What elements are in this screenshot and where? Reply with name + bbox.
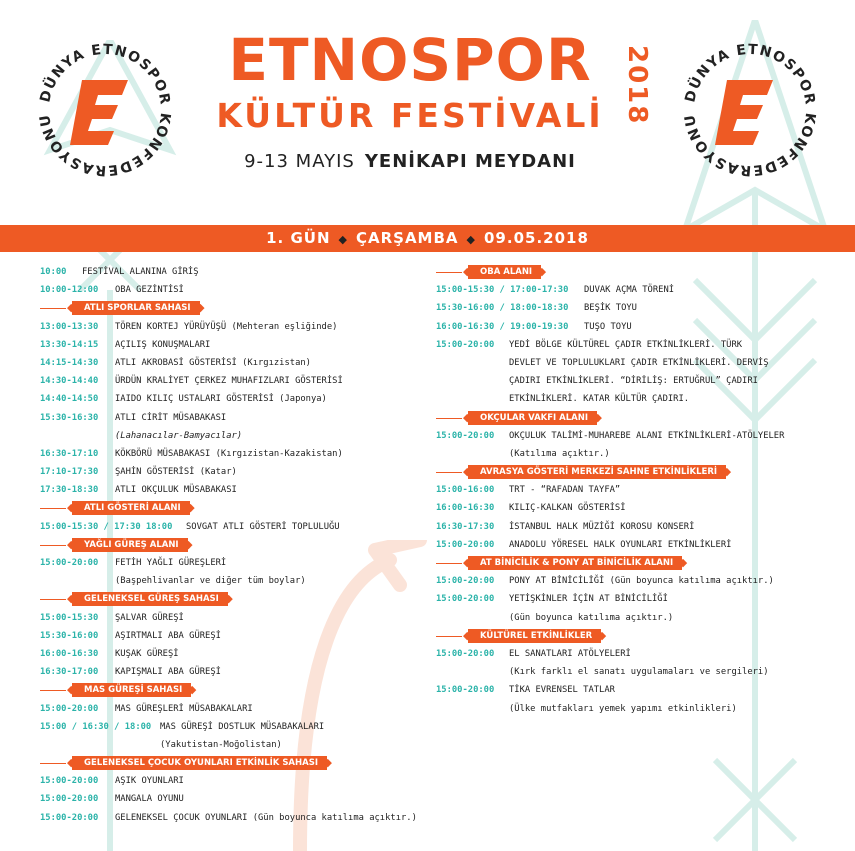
schedule-row: 15:00-15:30 ŞALVAR GÜREŞİ <box>40 612 184 623</box>
section-header: ◆ OBA ALANI ◆ <box>436 263 846 281</box>
schedule-row: 15:00-20:00 MANGALA OYUNU <box>40 794 184 805</box>
section-header: ◆ ATLI SPORLAR SAHASI ◆ <box>40 299 420 317</box>
title-etnospor: ETNOSPOR <box>228 26 592 94</box>
schedule-row: 14:40-14:50 IAIDO KILIÇ USTALARI GÖSTERİSİ (Japonya) <box>40 394 327 405</box>
schedule-left-column <box>40 263 420 827</box>
schedule-note: (Başpehlivanlar ve diğer tüm boylar) <box>115 576 306 587</box>
svg-text:DÜNYA ETNOSPOR KONFEDERASYONU <box>682 42 818 178</box>
schedule-row: 16:30-17:00 KAPIŞMALI ABA GÜREŞİ <box>40 667 221 678</box>
schedule-row: 15:00-20:00 YETİŞKİNLER İÇİN AT BİNİCİLİĞİ <box>436 594 668 605</box>
schedule-row: 15:00-20:00 GELENEKSEL ÇOCUK OYUNLARI (Gün boyunca katılıma açıktır.) <box>40 812 417 823</box>
schedule-note: (Ülke mutfakları yemek yapımı etkinlikleri) <box>509 703 737 714</box>
schedule-row: 16:00-16:30 KILIÇ-KALKAN GÖSTERİSİ <box>436 503 626 514</box>
schedule-row: 15:00-20:00 OKÇULUK TALİMİ-MUHAREBE ALANI ETKİNLİKLERİ-ATÖLYELER <box>436 430 785 441</box>
schedule-note: (Lahanacılar-Bamyacılar) <box>115 430 243 441</box>
section-header: ◆ GELENEKSEL GÜREŞ SAHASI ◆ <box>40 590 420 608</box>
schedule-note: (Gün boyunca katılıma açıktır.) <box>509 612 674 623</box>
schedule-row: 14:30-14:40 ÜRDÜN KRALİYET ÇERKEZ MUHAFIZLARI GÖSTERİSİ <box>40 376 343 387</box>
schedule-row: 14:15-14:30 ATLI AKROBASİ GÖSTERİSİ (Kırgızistan) <box>40 357 311 368</box>
logo-right <box>675 35 825 185</box>
svg-text:DÜNYA ETNOSPOR KONFEDERASYONU <box>37 42 173 178</box>
section-header: ◆ OKÇULAR VAKFI ALANI ◆ <box>436 409 846 427</box>
schedule-row: 15:30-16:00 AŞIRTMALI ABA GÜREŞİ <box>40 630 221 641</box>
schedule-note: ETKİNLİKLERİ. KATAR KÜLTÜR ÇADIRI. <box>509 394 690 405</box>
schedule-row: 17:10-17:30 ŞAHİN GÖSTERİSİ (Katar) <box>40 467 237 478</box>
section-header: ◆ YAĞLI GÜREŞ ALANI ◆ <box>40 536 420 554</box>
section-header: ◆ MAS GÜREŞİ SAHASI ◆ <box>40 681 420 699</box>
day-number: 1. GÜN <box>266 229 331 247</box>
schedule-row: 10:00-12:00 OBA GEZİNTİSİ <box>40 285 184 296</box>
schedule-row: 15:30-16:30 ATLI CİRİT MÜSABAKASI <box>40 412 227 423</box>
section-header: ◆ AT BİNİCİLİK & PONY AT BİNİCİLİK ALANI ◆ <box>436 554 846 572</box>
schedule-row: 15:00-20:00 MAS GÜREŞLERİ MÜSABAKALARI <box>40 703 253 714</box>
schedule-row: 13:00-13:30 TÖREN KORTEJ YÜRÜYÜŞÜ (Mehteran eşliğinde) <box>40 321 338 332</box>
schedule-row: 15:00-20:00 YEDİ BÖLGE KÜLTÜREL ÇADIR ETKİNLİKLERİ. TÜRK <box>436 339 743 350</box>
schedule-row: 15:00-20:00 ANADOLU YÖRESEL HALK OYUNLARI ETKİNLİKLERİ <box>436 539 732 550</box>
schedule-note: (Kırk farklı el sanatı uygulamaları ve sergileri) <box>509 667 769 678</box>
schedule-row: 13:30-14:15 AÇILIŞ KONUŞMALARI <box>40 339 211 350</box>
schedule-row: 15:30-16:00 / 18:00-18:30 BEŞİK TOYU <box>436 303 637 314</box>
schedule-row: 16:00-16:30 / 19:00-19:30 TUŞO TOYU <box>436 321 632 332</box>
diamond-icon: ◆ <box>466 233 476 246</box>
schedule-row: 15:00-15:30 / 17:30 18:00 SOVGAT ATLI GÖSTERİ TOPLULUĞU <box>40 521 340 532</box>
schedule-row: 15:00-20:00 TİKA EVRENSEL TATLAR <box>436 685 615 696</box>
schedule-row: 16:00-16:30 KUŞAK GÜREŞİ <box>40 648 179 659</box>
schedule-row: 16:30-17:10 KÖKBÖRÜ MÜSABAKASI (Kırgızistan-Kazakistan) <box>40 448 343 459</box>
day-weekday: ÇARŞAMBA <box>355 229 459 247</box>
day-date: 09.05.2018 <box>484 229 589 247</box>
schedule-right-column <box>436 263 846 718</box>
festival-dates: 9-13 MAYIS <box>244 151 355 172</box>
schedule-row: 15:00-15:30 / 17:00-17:30 DUVAK AÇMA TÖRENİ <box>436 285 675 296</box>
subtitle <box>200 150 620 174</box>
schedule-row: 15:00 / 16:30 / 18:00 MAS GÜREŞİ DOSTLUK MÜSABAKALARI <box>40 721 325 732</box>
schedule-note: ÇADIRI ETKİNLİKLERİ. “DİRİLİŞ: ERTUĞRUL” ÇADIRI <box>509 376 758 387</box>
schedule-note: (Katılıma açıktır.) <box>509 448 610 459</box>
title-kultur-festivali: KÜLTÜR FESTİVALİ <box>216 96 604 135</box>
festival-venue: YENİKAPI MEYDANI <box>364 151 576 172</box>
schedule-row: 10:00 FESTİVAL ALANINA GİRİŞ <box>40 267 199 277</box>
section-header: ◆ ATLI GÖSTERİ ALANI ◆ <box>40 499 420 517</box>
logo-left <box>30 35 180 185</box>
schedule-row: 17:30-18:30 ATLI OKÇULUK MÜSABAKASI <box>40 485 237 496</box>
diamond-icon: ◆ <box>338 233 348 246</box>
schedule-row: 15:00-20:00 EL SANATLARI ATÖLYELERİ <box>436 648 631 659</box>
logo-ring-text: DÜNYA ETNOSPOR KONFEDERASYONU <box>36 41 174 179</box>
schedule-row: 15:00-16:00 TRT - “RAFADAN TAYFA” <box>436 485 621 496</box>
section-header: ◆ GELENEKSEL ÇOCUK OYUNLARI ETKİNLİK SAHASI ◆ <box>40 754 420 772</box>
schedule-row: 15:00-20:00 AŞIK OYUNLARI <box>40 776 184 787</box>
schedule-row: 15:00-20:00 PONY AT BİNİCİLİĞİ (Gün boyunca katılıma açıktır.) <box>436 576 774 587</box>
section-header: ◆ AVRASYA GÖSTERİ MERKEZİ SAHNE ETKİNLİKLERİ ◆ <box>436 463 846 481</box>
section-header: ◆ KÜLTÜREL ETKİNLİKLER ◆ <box>436 627 846 645</box>
schedule-row: 16:30-17:30 İSTANBUL HALK MÜZİĞİ KOROSU KONSERİ <box>436 521 695 532</box>
schedule-row: 15:00-20:00 FETİH YAĞLI GÜREŞLERİ <box>40 558 227 568</box>
schedule-note: (Yakutistan-Moğolistan) <box>160 739 282 750</box>
title-year: 2018 <box>622 45 652 126</box>
day-bar <box>0 225 855 252</box>
schedule-note: DEVLET VE TOPLULUKLARI ÇADIR ETKİNLİKLERİ. DERVİŞ <box>509 357 769 368</box>
logo-ring-text: DÜNYA ETNOSPOR KONFEDERASYONU <box>681 41 819 179</box>
